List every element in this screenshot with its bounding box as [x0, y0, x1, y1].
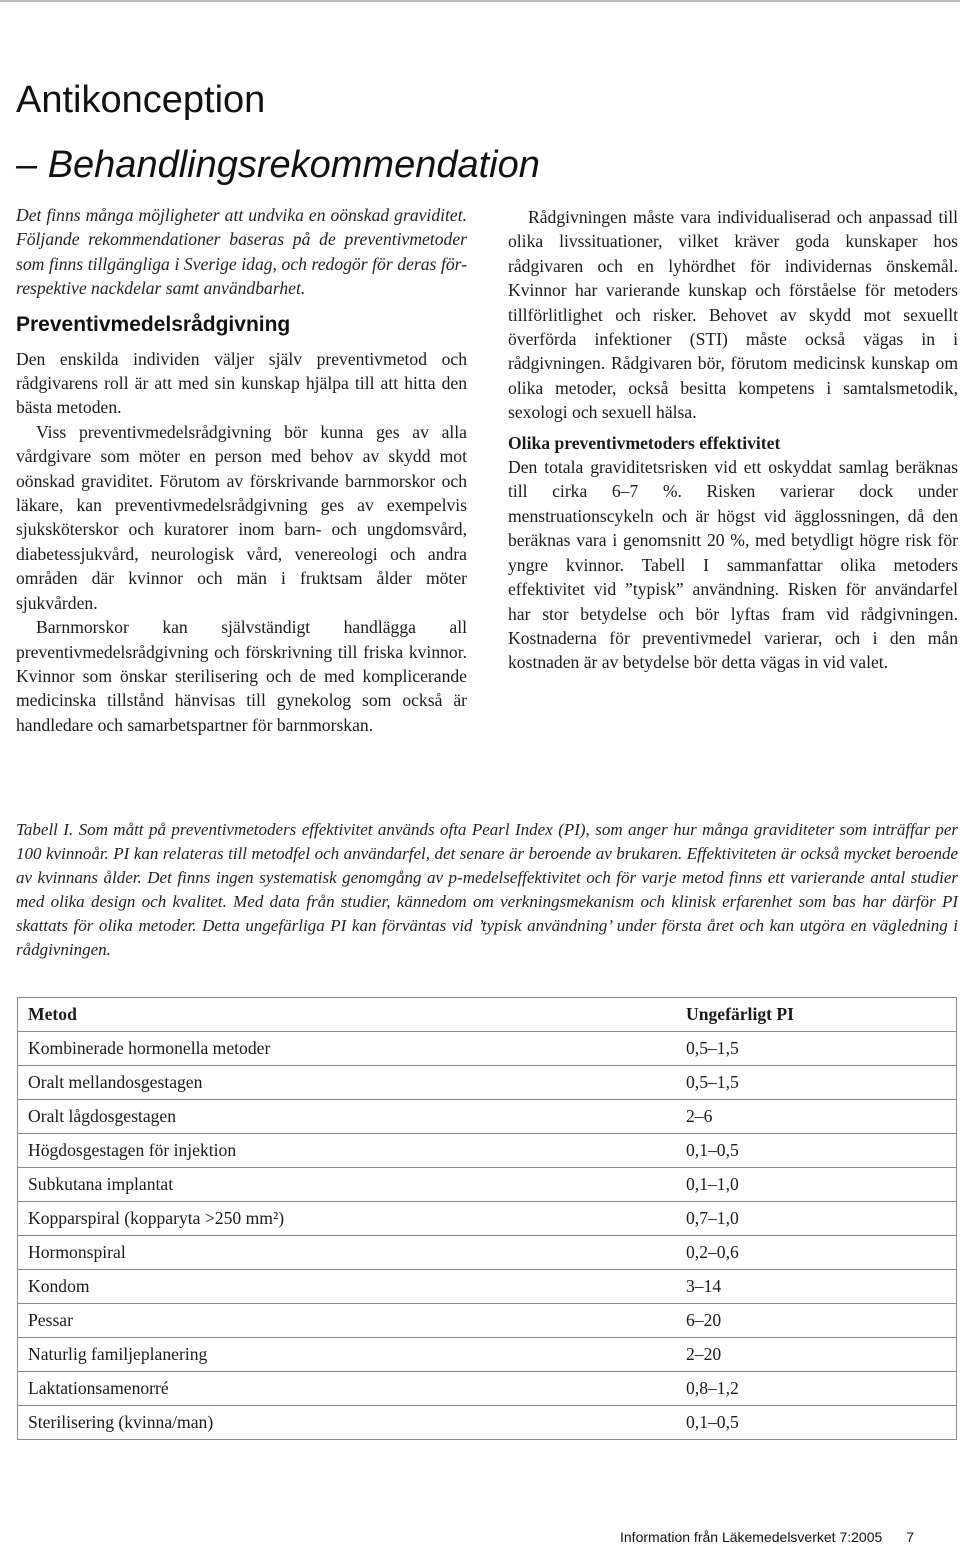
body-paragraph: Barnmorskor kan självständigt handlägga all preventivmedelsrådgivning och förskrivning till friska kvinnor. Kvinnor som önskar sterilisering och de med komplicerande medicinska tillstånd hänvisas till gynekolog som också är handledare och samarbetspartner för barnmorskan. [16, 617, 467, 735]
pi-cell: 2–20 [676, 1338, 957, 1372]
column-header-method: Metod [18, 998, 677, 1032]
left-column [16, 203, 467, 737]
table-row [18, 1338, 957, 1372]
section-heading-preventivmedelsradgivning: Preventivmedelsrådgivning [16, 312, 291, 336]
table-row [18, 1100, 957, 1134]
body-paragraph: Den enskilda individen väljer själv preventivmetod och rådgivarens roll är att med sin kunskap hjälpa till att hitta den bästa metoden. [16, 348, 467, 418]
pi-cell: 6–20 [676, 1304, 957, 1338]
table-row [18, 1406, 957, 1440]
method-cell: Oralt lågdosgestagen [18, 1100, 677, 1134]
pi-cell: 0,5–1,5 [676, 1032, 957, 1066]
table-row [18, 1304, 957, 1338]
table-row [18, 1134, 957, 1168]
table-row [18, 1032, 957, 1066]
pearl-index-table [17, 997, 957, 1440]
method-cell: Oralt mellandosgestagen [18, 1066, 677, 1100]
pi-cell: 0,2–0,6 [676, 1236, 957, 1270]
table-row [18, 1236, 957, 1270]
page-title [16, 68, 540, 197]
pi-cell: 3–14 [676, 1270, 957, 1304]
pi-cell: 2–6 [676, 1100, 957, 1134]
table-row [18, 1066, 957, 1100]
table-header-row [18, 998, 957, 1032]
table-row [18, 1270, 957, 1304]
method-cell: Kopparspiral (kopparyta >250 mm²) [18, 1202, 677, 1236]
pi-cell: 0,5–1,5 [676, 1066, 957, 1100]
table-row [18, 1168, 957, 1202]
section-heading-effektivitet: Olika preventivmetoders effektivitet [508, 432, 781, 453]
table-row [18, 1202, 957, 1236]
pi-cell: 0,1–0,5 [676, 1406, 957, 1440]
column-header-pi: Ungefärligt PI [676, 998, 957, 1032]
method-cell: Pessar [18, 1304, 677, 1338]
page-number: 7 [906, 1529, 915, 1545]
intro-paragraph: Det finns många möjligheter att undvika en oönskad graviditet. Följande rekommendationer baseras på de preventivmetoder som finns tillgängliga i Sverige idag, och redogör för deras för- respektive nackdelar samt användbarhet. [16, 205, 467, 299]
right-column [508, 205, 958, 675]
method-cell: Hormonspiral [18, 1236, 677, 1270]
table-row [18, 1372, 957, 1406]
method-cell: Sterilisering (kvinna/man) [18, 1406, 677, 1440]
table-caption: Tabell I. Som mått på preventivmetoders effektivitet används ofta Pearl Index (PI), som anger hur många graviditeter som inträffar per 100 kvinnoår. PI kan relateras till metodfel och användarfel, det senare är beroende av brukaren. Effektiviteten är också mycket beroende av kvinnans ålder. Det finns ingen systematisk genomgång av p-medelseffektivitet och för varje metod finns ett varierande antal studier med olika design och kvalitet. Med data från studier, kännedom om verkningsmekanism och klinisk erfarenhet som bas har därför PI skattats för olika metoder. Detta ungefärliga PI kan förväntas vid ’typisk användning’ under första året och kan utgöra en vägledning i rådgivningen. [16, 820, 958, 959]
pi-cell: 0,1–0,5 [676, 1134, 957, 1168]
title-line-1: Antikonception [16, 79, 266, 121]
method-cell: Högdosgestagen för injektion [18, 1134, 677, 1168]
method-cell: Kombinerade hormonella metoder [18, 1032, 677, 1066]
method-cell: Laktationsamenorré [18, 1372, 677, 1406]
body-paragraph: Den totala graviditetsrisken vid ett oskyddat samlag beräknas till cirka 6–7 %. Risken varierar dock under menstruationscykeln och är högst vid ägglossningen, då den beräknas vara i genomsnitt 20 %, med betydligt högre risk för yngre kvinnor. Tabell I sammanfattar olika metoders effektivitet vid ”typisk” användning. Risken för användarfel har stor betydelse och bör lyftas fram vid rådgivningen. Kostnaderna för preventivmedel varierar, och i den mån kostnaden är av betydelse bör detta vägas in vid valet. [508, 457, 958, 673]
pi-cell: 0,8–1,2 [676, 1372, 957, 1406]
method-cell: Kondom [18, 1270, 677, 1304]
method-cell: Naturlig familjeplanering [18, 1338, 677, 1372]
top-rule [0, 0, 960, 2]
method-cell: Subkutana implantat [18, 1168, 677, 1202]
body-paragraph: Rådgivningen måste vara individualiserad och anpassad till olika livssituationer, vilket kräver goda kunskaper hos rådgivaren och en lyhördhet för individernas önskemål. Kvinnor har varierande kunskap och förståelse för metoders tillförlitlighet och risker. Behovet av skydd mot sexuellt överförda infektioner (STI) måste också vägas in i rådgivningen. Rådgivaren bör, förutom medicinsk kunskap om olika metoder, också besitta kompetens i samtalsmetodik, sexologi och sexuell hälsa. [508, 207, 958, 423]
body-paragraph: Viss preventivmedelsrådgivning bör kunna ges av alla vårdgivare som möter en person med behov av skydd mot oönskad graviditet. Förutom av förskrivande barnmorskor och läkare, kan preventivmedelsrådgivning ges av exempelvis sjuksköterskor och kuratorer inom barn- och ungdomsvård, diabetessjukvård, neurologisk vård, venereologi och andra områden där kvinnor och män i fruktsam ålder möter sjukvården. [16, 421, 467, 613]
pi-cell: 0,7–1,0 [676, 1202, 957, 1236]
pi-cell: 0,1–1,0 [676, 1168, 957, 1202]
page-footer [620, 1529, 914, 1545]
footer-publication: Information från Läkemedelsverket 7:2005 [620, 1529, 883, 1545]
title-line-2: – Behandlingsrekommendation [16, 143, 540, 186]
